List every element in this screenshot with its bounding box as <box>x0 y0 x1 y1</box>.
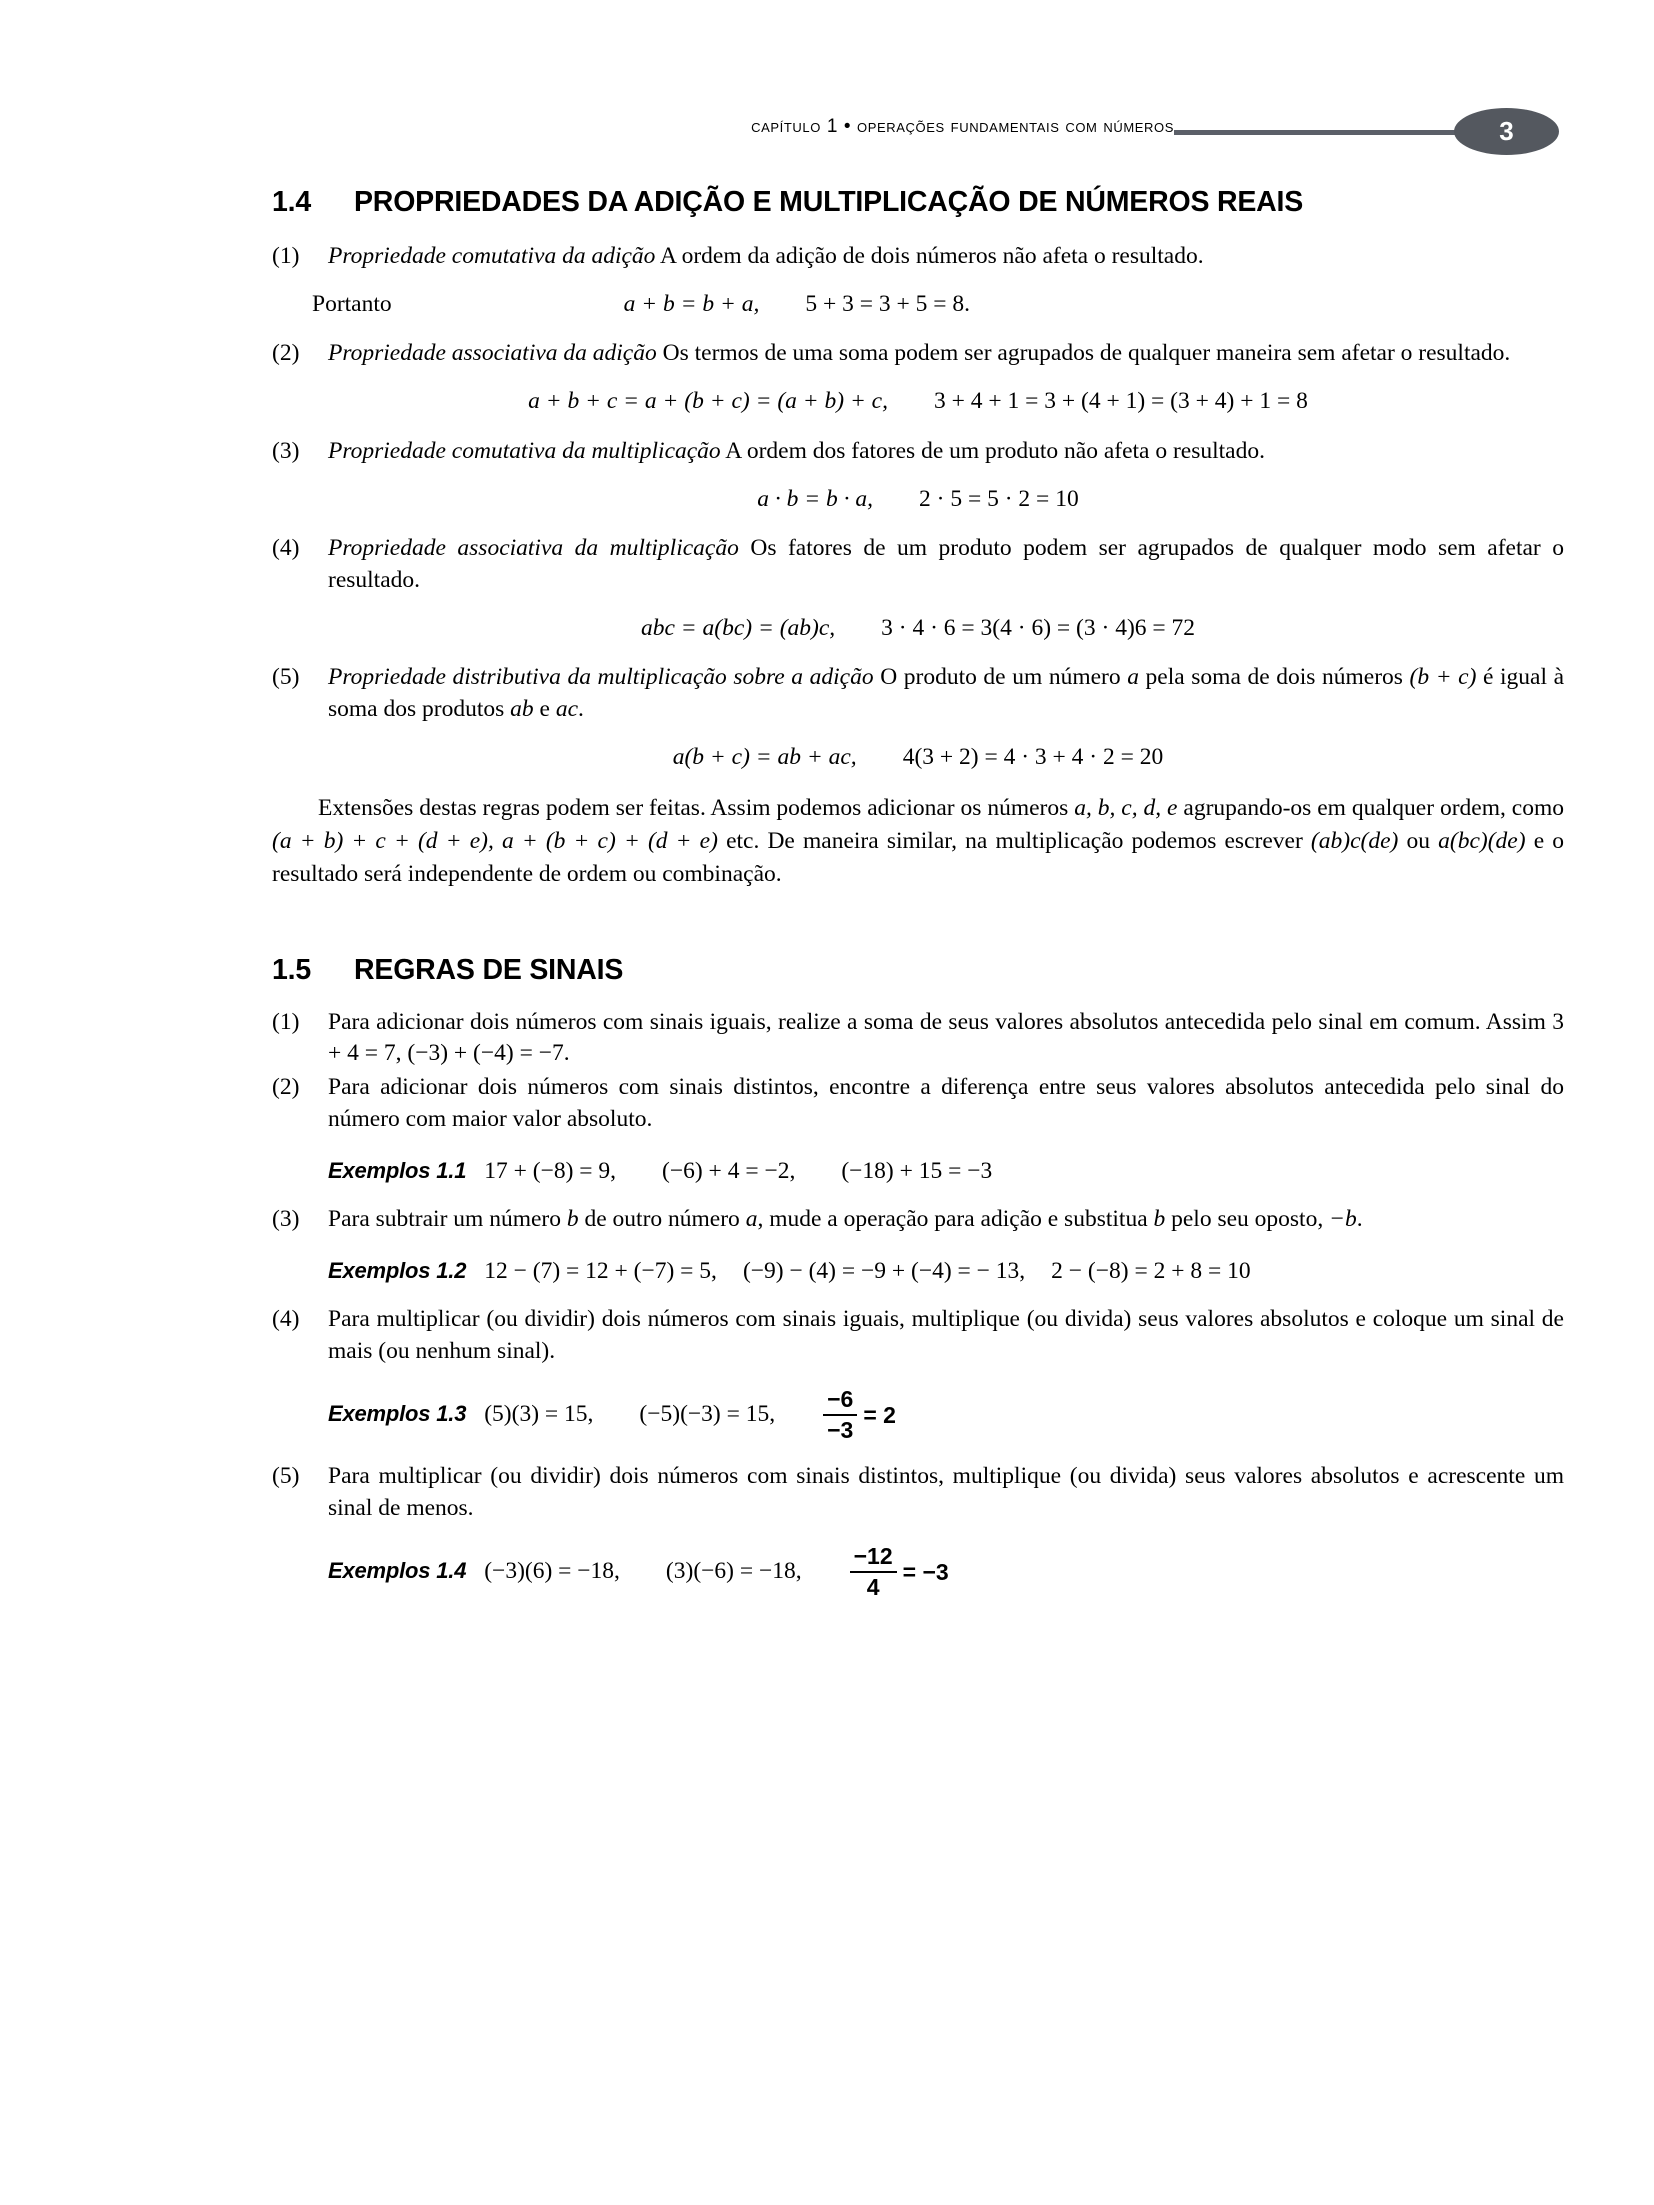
equation-lead-word: Portanto <box>312 290 392 317</box>
closing-text-3: etc. De maneira similar, na multiplicação podemos escrever <box>726 827 1303 854</box>
inline-variable-a: a <box>1127 664 1139 691</box>
list-item-math: 3 + 4 = 7, (−3) + (−4) = −7. <box>328 1008 1565 1067</box>
inline-variable-b2: b <box>1153 1206 1166 1233</box>
equation-numeric: 5 + 3 = 3 + 5 = 8. <box>805 290 970 317</box>
examples-line-1-1 <box>272 1156 1564 1187</box>
example-expression-3: (−18) + 15 = −3 <box>841 1157 993 1184</box>
list-item-marker: (4) <box>272 535 300 562</box>
closing-text-2: agrupando-os em qualquer ordem, como <box>1183 794 1565 821</box>
closing-paragraph <box>272 792 1564 892</box>
list-item-text: A ordem dos fatores de um produto não afeta o resultado. <box>725 437 1265 464</box>
inline-variable-b: b <box>566 1206 579 1233</box>
fraction-result: = 2 <box>863 1401 896 1428</box>
list-item-term: Propriedade distributiva da multiplicação sobre a adição <box>328 664 874 691</box>
closing-expression-2: (ab)c(de) <box>1310 827 1399 854</box>
equation-line <box>272 484 1564 516</box>
fraction-expression <box>848 1542 949 1601</box>
list-item-math: −b <box>1329 1206 1357 1233</box>
list-item <box>272 1007 1564 1070</box>
closing-expression-3: a(bc)(de) <box>1438 827 1526 854</box>
equation-symbolic: a(b + c) = ab + ac, <box>672 743 857 770</box>
list-item-text-a: Para subtrair um número <box>328 1206 561 1233</box>
list-item <box>272 662 1564 725</box>
example-expression-2: (3)(−6) = −18, <box>665 1558 802 1585</box>
fraction-denominator: −3 <box>827 1416 854 1443</box>
example-expression-2: (−9) − (4) = −9 + (−4) = − 13, <box>742 1257 1026 1284</box>
page-number-badge: 3 <box>1454 108 1559 155</box>
fraction-bar <box>850 1571 897 1573</box>
equation-numeric: 3 · 4 · 6 = 3(4 · 6) = (3 · 4)6 = 72 <box>881 614 1196 641</box>
list-item-text-c: , mude a operação para adição e substitua <box>757 1206 1148 1233</box>
list-item-term: Propriedade associativa da multiplicação <box>328 535 739 562</box>
example-expression-1: (5)(3) = 15, <box>484 1401 594 1428</box>
page-header <box>0 104 1654 164</box>
closing-text-1: Extensões destas regras podem ser feitas. Assim podemos adicionar os números <box>318 794 1069 821</box>
closing-text-4: ou <box>1406 827 1430 854</box>
list-item-marker: (2) <box>272 1074 300 1101</box>
fraction-denominator: 4 <box>866 1573 880 1600</box>
example-expression-3: 2 − (−8) = 2 + 8 = 10 <box>1051 1257 1251 1284</box>
list-item <box>272 1072 1564 1135</box>
list-item-text-d: e <box>539 696 550 723</box>
example-expression-1: 12 − (7) = 12 + (−7) = 5, <box>484 1257 717 1284</box>
examples-label: Exemplos 1.3 <box>328 1401 467 1427</box>
list-item <box>272 1204 1564 1236</box>
list-item-term: Propriedade comutativa da adição <box>328 243 656 269</box>
equation-symbolic: a · b = b · a, <box>757 485 874 512</box>
list-item <box>272 1304 1564 1367</box>
section-heading-1-4 <box>272 186 1564 219</box>
examples-line-1-2 <box>272 1256 1564 1287</box>
fraction-result: = −3 <box>902 1558 949 1585</box>
header-chapter-title: operações fundamentais com números <box>857 116 1174 137</box>
list-item <box>272 436 1564 468</box>
list-item-term: Propriedade associativa da adição <box>328 340 657 367</box>
list-item-text: Para multiplicar (ou dividir) dois números com sinais distintos, multiplique (ou divida) seus valores absolutos e acrescente um sinal de menos. <box>328 1463 1564 1522</box>
fraction-expression <box>821 1385 896 1444</box>
example-expression-1: 17 + (−8) = 9, <box>484 1157 617 1184</box>
closing-text-5: e o resultado será independente de ordem ou combinação. <box>272 827 1565 888</box>
list-item-text-b: pela soma de dois números <box>1145 664 1403 691</box>
list-item <box>272 241 1564 273</box>
list-item <box>272 533 1564 596</box>
list-item-marker: (3) <box>272 1206 300 1233</box>
equation-line <box>272 289 1564 321</box>
inline-variable-ab: ab <box>510 696 534 723</box>
list-item-text: Os fatores de um produto podem ser agrupados de qualquer modo sem afetar o resultado. <box>328 535 1564 594</box>
fraction <box>823 1387 857 1443</box>
example-expression-1: (−3)(6) = −18, <box>484 1558 620 1585</box>
equation-numeric: 2 · 5 = 5 · 2 = 10 <box>919 485 1079 512</box>
list-item-marker: (1) <box>272 243 300 269</box>
list-item-term: Propriedade comutativa da multiplicação <box>328 437 721 464</box>
list-item <box>272 1461 1564 1524</box>
list-item-text-b: de outro número <box>584 1206 740 1233</box>
section-number-1-5: 1.5 <box>272 953 312 986</box>
list-item-marker: (5) <box>272 664 300 691</box>
page-content <box>272 186 1564 1619</box>
fraction-bar <box>823 1414 857 1416</box>
list-item-text: Os termos de uma soma podem ser agrupados de qualquer maneira sem afetar o resultado. <box>662 340 1511 367</box>
closing-vars-1: a, b, c, d, e <box>1074 794 1178 821</box>
equation-symbolic: a + b + c = a + (b + c) = (a + b) + c, <box>528 388 888 415</box>
inline-variable-ac: ac <box>555 696 578 723</box>
closing-expression-1: (a + b) + c + (d + e), a + (b + c) + (d + e) <box>272 827 718 854</box>
list-item-marker: (5) <box>272 1463 300 1490</box>
section-number-1-4: 1.4 <box>272 186 312 218</box>
equation-symbolic: abc = a(bc) = (ab)c, <box>640 614 836 641</box>
inline-expression-bc: (b + c) <box>1409 664 1477 691</box>
list-item-marker: (4) <box>272 1306 300 1333</box>
list-item-marker: (2) <box>272 340 300 367</box>
list-item-text-a: O produto de um número <box>880 664 1121 691</box>
list-item-text-c: é igual à soma dos produtos <box>328 664 1565 723</box>
list-item-text: A ordem da adição de dois números não afeta o resultado. <box>660 243 1204 269</box>
list-item-text-d: pelo seu oposto, <box>1171 1206 1324 1233</box>
example-expression-2: (−6) + 4 = −2, <box>662 1157 796 1184</box>
fraction <box>850 1544 897 1600</box>
list-item-text: Para adicionar dois números com sinais distintos, encontre a diferença entre seus valores absolutos antecedida pelo sinal do número com maior valor absoluto. <box>328 1074 1564 1132</box>
example-expression-2: (−5)(−3) = 15, <box>639 1401 776 1428</box>
list-item-text: Para adicionar dois números com sinais iguais, realize a soma de seus valores absolutos antecedida pelo sinal em comum. Assim <box>328 1008 1546 1035</box>
header-separator-bullet: • <box>843 116 852 137</box>
section-title-1-5: REGRAS DE SINAIS <box>354 953 624 986</box>
list-item <box>272 338 1564 370</box>
header-title <box>751 116 1174 138</box>
fraction-numerator: −6 <box>827 1385 854 1412</box>
equation-line <box>272 742 1564 774</box>
examples-line-1-3 <box>272 1385 1564 1444</box>
equation-numeric: 4(3 + 2) = 4 · 3 + 4 · 2 = 20 <box>902 743 1164 770</box>
fraction-numerator: −12 <box>853 1542 893 1569</box>
equation-symbolic: a + b = b + a, <box>623 290 760 317</box>
examples-label: Exemplos 1.2 <box>328 1257 467 1283</box>
equation-numeric: 3 + 4 + 1 = 3 + (4 + 1) = (3 + 4) + 1 = 8 <box>934 388 1308 415</box>
list-item-marker: (1) <box>272 1008 300 1035</box>
inline-variable-a: a <box>745 1206 758 1233</box>
equation-line <box>272 613 1564 645</box>
section-title-1-4: PROPRIEDADES DA ADIÇÃO E MULTIPLICAÇÃO DE NÚMEROS REAIS <box>354 186 1304 218</box>
examples-line-1-4 <box>272 1542 1564 1601</box>
section-heading-1-5 <box>272 954 1564 987</box>
list-item-text: Para multiplicar (ou dividir) dois números com sinais iguais, multiplique (ou divida) seus valores absolutos e coloque um sinal de mais (ou nenhum sinal). <box>328 1306 1564 1365</box>
equation-line <box>272 386 1564 418</box>
header-chapter-label: capítulo 1 <box>751 116 838 137</box>
list-item-marker: (3) <box>272 437 300 464</box>
examples-label: Exemplos 1.1 <box>328 1157 467 1183</box>
examples-label: Exemplos 1.4 <box>328 1558 467 1584</box>
list-item-text-e: . <box>578 696 584 723</box>
list-item-text-e: . <box>1356 1206 1363 1233</box>
